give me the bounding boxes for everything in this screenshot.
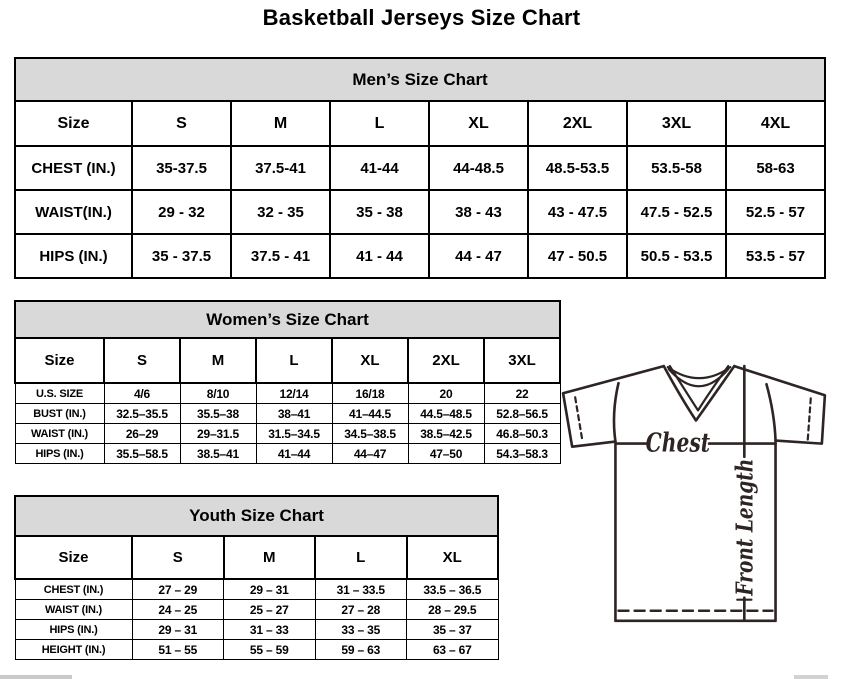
size-value-cell: 41-44 xyxy=(330,146,429,190)
size-value-cell: 32 - 35 xyxy=(231,190,330,234)
size-value-cell: 63 – 67 xyxy=(407,640,499,660)
size-value-cell: 44-48.5 xyxy=(429,146,528,190)
youth-hips-row xyxy=(15,620,498,640)
size-value-cell: 38 - 43 xyxy=(429,190,528,234)
size-value-cell: 44.5–48.5 xyxy=(408,404,484,424)
size-value-cell: 29–31.5 xyxy=(180,424,256,444)
size-value-cell: 31.5–34.5 xyxy=(256,424,332,444)
front-length-label: Front Length xyxy=(731,424,759,596)
size-value-cell: 53.5 - 57 xyxy=(726,234,825,278)
row-label: HIPS (IN.) xyxy=(15,234,132,278)
youth-size-table xyxy=(14,495,499,660)
size-col-header: 3XL xyxy=(484,338,560,383)
size-value-cell: 51 – 55 xyxy=(132,640,224,660)
row-label: HEIGHT (IN.) xyxy=(15,640,132,660)
youth-chest-row xyxy=(15,579,498,600)
size-value-cell: 41 - 44 xyxy=(330,234,429,278)
size-value-cell: 35 - 37.5 xyxy=(132,234,231,278)
size-value-cell: 44 - 47 xyxy=(429,234,528,278)
size-value-cell: 55 – 59 xyxy=(224,640,316,660)
size-value-cell: 54.3–58.3 xyxy=(484,444,560,464)
row-label: WAIST (IN.) xyxy=(15,424,104,444)
size-value-cell: 29 – 31 xyxy=(132,620,224,640)
size-value-cell: 26–29 xyxy=(104,424,180,444)
size-value-cell: 38.5–41 xyxy=(180,444,256,464)
size-value-cell: 53.5-58 xyxy=(627,146,726,190)
size-col-header: XL xyxy=(332,338,408,383)
row-label: U.S. SIZE xyxy=(15,383,104,404)
size-value-cell: 31 – 33.5 xyxy=(315,579,407,600)
womens-us-size-row xyxy=(15,383,560,404)
size-value-cell: 27 – 28 xyxy=(315,600,407,620)
youth-size-header-row xyxy=(15,536,498,579)
womens-bust-row xyxy=(15,404,560,424)
mens-waist-row xyxy=(15,190,825,234)
size-value-cell: 52.5 - 57 xyxy=(726,190,825,234)
size-value-cell: 35 - 38 xyxy=(330,190,429,234)
womens-size-header-row xyxy=(15,338,560,383)
size-col-header: XL xyxy=(429,101,528,146)
horizontal-scrollbar-fragment[interactable] xyxy=(794,675,828,679)
size-corner-label: Size xyxy=(15,101,132,146)
womens-hips-row xyxy=(15,444,560,464)
chest-label: Chest xyxy=(645,427,711,459)
size-col-header: XL xyxy=(407,536,499,579)
size-value-cell: 52.8–56.5 xyxy=(484,404,560,424)
size-corner-label: Size xyxy=(15,536,132,579)
mens-size-table xyxy=(14,57,826,279)
size-value-cell: 37.5 - 41 xyxy=(231,234,330,278)
size-col-header: M xyxy=(180,338,256,383)
row-label: CHEST (IN.) xyxy=(15,579,132,600)
size-value-cell: 58-63 xyxy=(726,146,825,190)
size-col-header: M xyxy=(224,536,316,579)
size-value-cell: 59 – 63 xyxy=(315,640,407,660)
size-col-header: 4XL xyxy=(726,101,825,146)
womens-size-table xyxy=(14,300,561,464)
size-value-cell: 33.5 – 36.5 xyxy=(407,579,499,600)
size-value-cell: 35 – 37 xyxy=(407,620,499,640)
right-cuff-dashed-line xyxy=(808,398,811,439)
size-value-cell: 47–50 xyxy=(408,444,484,464)
youth-waist-row xyxy=(15,600,498,620)
size-value-cell: 27 – 29 xyxy=(132,579,224,600)
size-col-header: S xyxy=(104,338,180,383)
left-sleeve-seam xyxy=(614,383,618,441)
size-value-cell: 35.5–58.5 xyxy=(104,444,180,464)
mens-size-header-row xyxy=(15,101,825,146)
womens-table-title: Women’s Size Chart xyxy=(15,301,560,338)
size-value-cell: 41–44.5 xyxy=(332,404,408,424)
size-value-cell: 44–47 xyxy=(332,444,408,464)
mens-chest-row xyxy=(15,146,825,190)
size-col-header: S xyxy=(132,536,224,579)
size-value-cell: 47.5 - 52.5 xyxy=(627,190,726,234)
mens-hips-row xyxy=(15,234,825,278)
size-value-cell: 43 - 47.5 xyxy=(528,190,627,234)
size-value-cell: 48.5-53.5 xyxy=(528,146,627,190)
size-value-cell: 28 – 29.5 xyxy=(407,600,499,620)
row-label: HIPS (IN.) xyxy=(15,444,104,464)
size-value-cell: 46.8–50.3 xyxy=(484,424,560,444)
size-value-cell: 35.5–38 xyxy=(180,404,256,424)
size-value-cell: 29 – 31 xyxy=(224,579,316,600)
size-value-cell: 38–41 xyxy=(256,404,332,424)
size-col-header: 3XL xyxy=(627,101,726,146)
size-value-cell: 31 – 33 xyxy=(224,620,316,640)
left-cuff-dashed-line xyxy=(575,397,582,439)
size-value-cell: 16/18 xyxy=(332,383,408,404)
size-value-cell: 24 – 25 xyxy=(132,600,224,620)
youth-table-title: Youth Size Chart xyxy=(15,496,498,536)
right-sleeve-seam xyxy=(766,384,775,440)
page-title: Basketball Jerseys Size Chart xyxy=(262,5,581,30)
size-col-header: L xyxy=(315,536,407,579)
size-value-cell: 37.5-41 xyxy=(231,146,330,190)
size-value-cell: 47 - 50.5 xyxy=(528,234,627,278)
size-value-cell: 34.5–38.5 xyxy=(332,424,408,444)
size-col-header: L xyxy=(256,338,332,383)
size-col-header: M xyxy=(231,101,330,146)
size-col-header: L xyxy=(330,101,429,146)
size-value-cell: 20 xyxy=(408,383,484,404)
womens-waist-row xyxy=(15,424,560,444)
size-value-cell: 29 - 32 xyxy=(132,190,231,234)
size-value-cell: 12/14 xyxy=(256,383,332,404)
jersey-measurement-diagram xyxy=(556,353,838,645)
mens-table-title: Men’s Size Chart xyxy=(15,58,825,101)
youth-height-row xyxy=(15,640,498,660)
size-col-header: S xyxy=(132,101,231,146)
size-value-cell: 8/10 xyxy=(180,383,256,404)
size-value-cell: 25 – 27 xyxy=(224,600,316,620)
size-value-cell: 35-37.5 xyxy=(132,146,231,190)
row-label: WAIST (IN.) xyxy=(15,600,132,620)
row-label: HIPS (IN.) xyxy=(15,620,132,640)
row-label: BUST (IN.) xyxy=(15,404,104,424)
row-label: WAIST(IN.) xyxy=(15,190,132,234)
size-col-header: 2XL xyxy=(528,101,627,146)
size-value-cell: 41–44 xyxy=(256,444,332,464)
size-value-cell: 4/6 xyxy=(104,383,180,404)
row-label: CHEST (IN.) xyxy=(15,146,132,190)
size-col-header: 2XL xyxy=(408,338,484,383)
size-value-cell: 38.5–42.5 xyxy=(408,424,484,444)
horizontal-scrollbar-thumb[interactable] xyxy=(0,675,72,679)
size-corner-label: Size xyxy=(15,338,104,383)
size-value-cell: 32.5–35.5 xyxy=(104,404,180,424)
size-value-cell: 22 xyxy=(484,383,560,404)
size-value-cell: 33 – 35 xyxy=(315,620,407,640)
size-value-cell: 50.5 - 53.5 xyxy=(627,234,726,278)
